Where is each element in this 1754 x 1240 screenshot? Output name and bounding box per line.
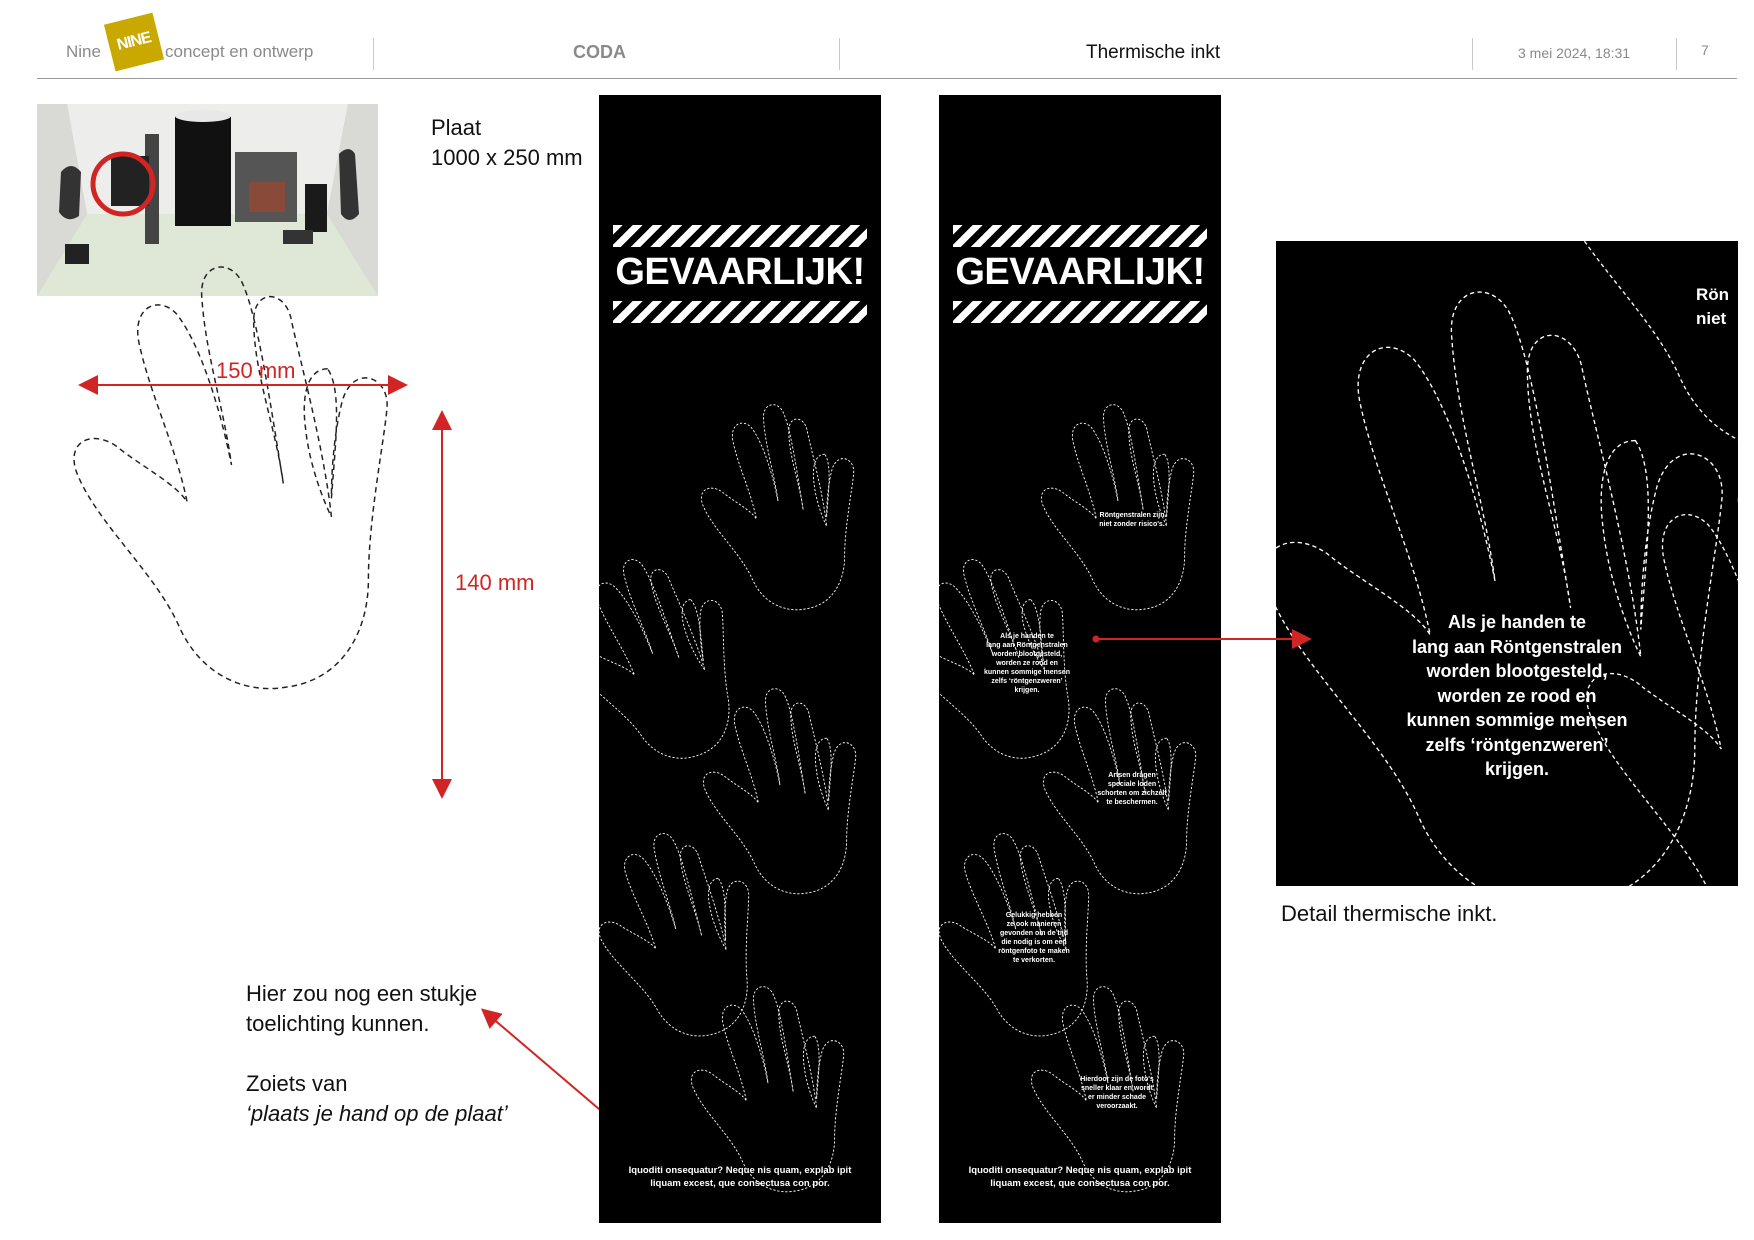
width-label: 150 mm — [216, 358, 296, 383]
hand-text-line: Artsen dragen — [1108, 772, 1156, 779]
plate-label-title: Plaat — [431, 115, 482, 140]
hand-text-line: kunnen sommige mensen — [984, 669, 1070, 676]
warning-heading: GEVAARLIJK! — [615, 251, 865, 293]
hand-text-line: Gelukkig hebben — [1005, 912, 1063, 919]
detail-text-line: Als je handen te — [1447, 612, 1587, 632]
hand-text-line: zelfs ‘röntgenzweren’ — [991, 678, 1063, 685]
panel-footer-line: Iquoditi onsequatur? Neque nis quam, explab ipit — [968, 1165, 1192, 1176]
hand-text-line: er minder schade — [1088, 1094, 1146, 1101]
hand-text-line: veroorzaakt. — [1096, 1103, 1138, 1110]
annotation-line: toelichting kunnen. — [246, 1011, 430, 1036]
detail-text-line: worden ze rood en — [1437, 685, 1597, 706]
hand-text-line: schorten om zichzelf — [1097, 790, 1167, 797]
hand-text-line: worden blootgesteld, — [991, 651, 1063, 658]
hand-text-line: niet zonder risico's. — [1099, 521, 1165, 528]
hand-text-line: röntgenfoto te maken — [998, 948, 1070, 955]
hand-text-line: te verkorten. — [1012, 957, 1056, 964]
warning-heading: GEVAARLIJK! — [955, 251, 1205, 293]
annotation-line: Zoiets van — [246, 1071, 348, 1096]
hand-text-line: Hierdoor zijn de foto's — [1080, 1076, 1154, 1083]
annotation-line: Hier zou nog een stukje — [246, 981, 478, 1006]
hand-text-line: Als je handen te — [1000, 633, 1054, 640]
detail-text-line: krijgen. — [1484, 759, 1550, 779]
panel-footer-line: liquam excest, que consectusa con por. — [650, 1178, 830, 1189]
hand-text-line: krijgen. — [1014, 687, 1040, 694]
annotation-example: ‘plaats je hand op de plaat’ — [246, 1101, 508, 1126]
detail-text-line: kunnen sommige mensen — [1406, 710, 1628, 730]
page-title: Thermische inkt — [1086, 42, 1221, 63]
detail-edge-line: niet — [1696, 309, 1727, 328]
hand-text-line: lang aan Röntgenstralen — [986, 642, 1068, 649]
detail-caption: Detail thermische inkt. — [1281, 901, 1498, 926]
hand-text-line: ze ook manieren — [1006, 921, 1062, 928]
header-date: 3 mei 2024, 18:31 — [1518, 45, 1631, 61]
logo-tagline: concept en ontwerp — [165, 42, 314, 61]
plate-size: 1000 x 250 mm — [431, 145, 583, 170]
hand-text-line: die nodig is om een — [1001, 939, 1067, 946]
project-name: CODA — [573, 42, 626, 62]
logo-mark-text: NINE — [115, 29, 153, 54]
detail-text-line: zelfs ‘röntgenzweren’ — [1425, 734, 1609, 755]
detail-edge-line: Rön — [1696, 285, 1730, 304]
hand-text-line: worden ze rood en — [996, 660, 1058, 667]
detail-connector-dot — [1093, 636, 1100, 643]
logo-prefix: Nine — [66, 42, 101, 61]
hand-text-line: sneller klaar en wordt — [1081, 1085, 1153, 1092]
hand-text-line: Röntgenstralen zijn — [1099, 512, 1165, 519]
height-label: 140 mm — [455, 570, 535, 595]
page-number: 7 — [1701, 42, 1709, 58]
hand-text-line: gevonden om de tijd — [999, 930, 1069, 937]
hand-text-line: speciale loden — [1107, 781, 1157, 788]
panel-footer-line: liquam excest, que consectusa con por. — [990, 1178, 1170, 1189]
detail-text-line: lang aan Röntgenstralen — [1411, 636, 1623, 657]
detail-text-line: worden blootgesteld, — [1426, 661, 1608, 681]
hand-text-line: te beschermen. — [1106, 799, 1158, 806]
panel-footer-line: Iquoditi onsequatur? Neque nis quam, explab ipit — [628, 1165, 852, 1176]
